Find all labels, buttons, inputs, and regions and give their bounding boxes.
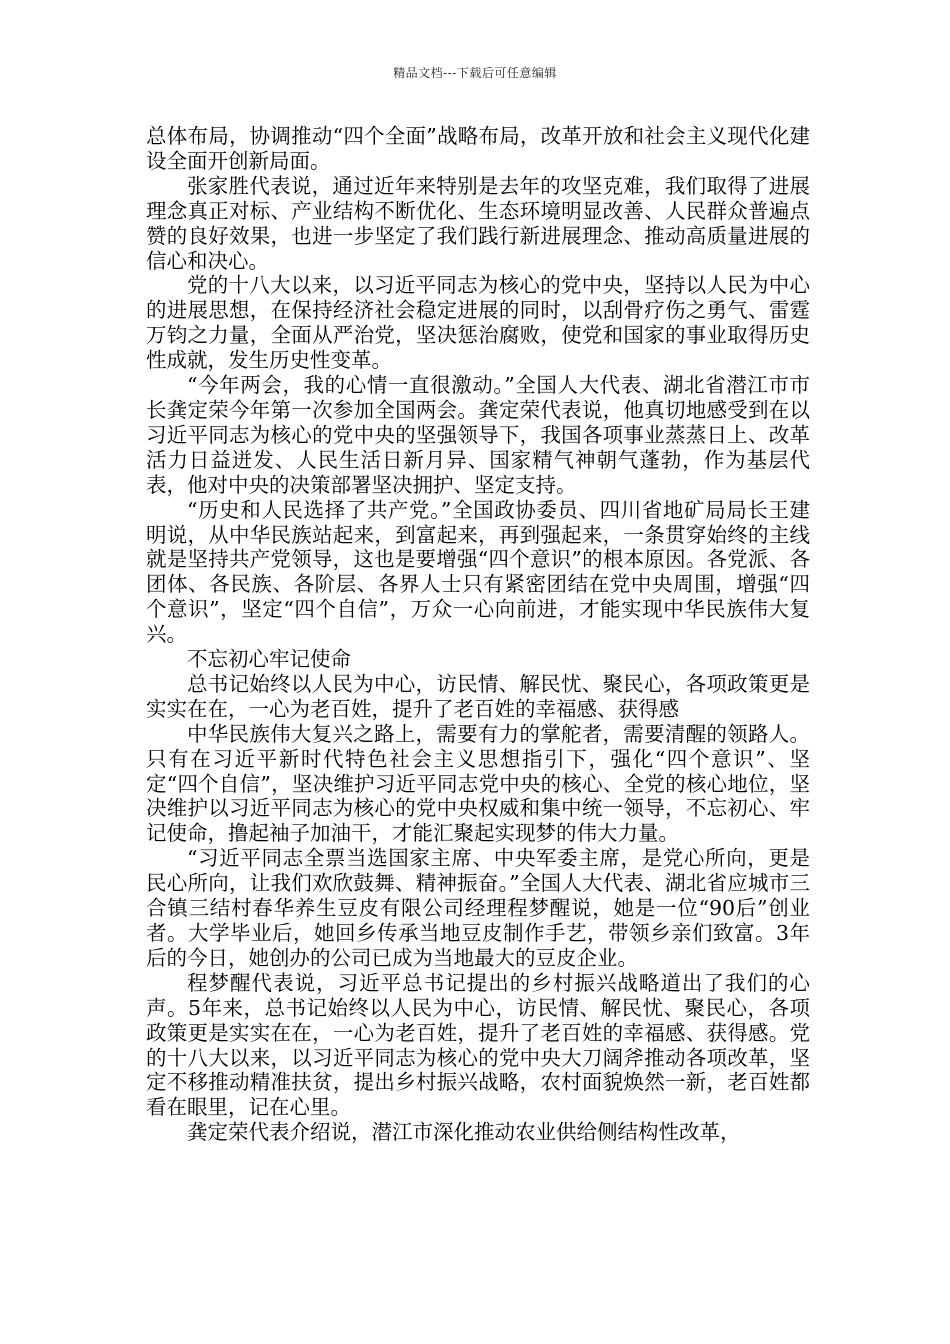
- paragraph: 龚定荣代表介绍说，潜江市深化推动农业供给侧结构性改革，: [187, 1120, 741, 1145]
- paragraph: 张家胜代表说，通过近年来特别是去年的攻坚克难，我们取得了进展理念真正对标、产业结构不断优化、生态环境明显改善、人民群众普遍点赞的良好效果，也进一步坚定了我们践行新进展理念、推动高质量进展的信心和决心。: [146, 173, 810, 273]
- paragraph: “今年两会，我的心情一直很激动。”全国人大代表、湖北省潜江市市长龚定荣今年第一次参加全国两会。龚定荣代表说，他真切地感受到在以习近平同志为核心的党中央的坚强领导下，我国各项事业蒸蒸日上、改革活力日益迸发、人民生活日新月异、国家精气神朝气蓬勃，作为基层代表，他对中央的决策部署坚决拥护、坚定支持。: [146, 373, 810, 497]
- paragraph: 党的十八大以来，以习近平同志为核心的党中央，坚持以人民为中心的进展思想，在保持经济社会稳定进展的同时，以刮骨疗伤之勇气、雷霆万钧之力量，全面从严治党，坚决惩治腐败，使党和国家的事业取得历史性成就，发生历史性变革。: [146, 273, 810, 373]
- document-body: [146, 124, 810, 1145]
- paragraph: 总书记始终以人民为中心，访民情、解民忧、聚民心，各项政策更是实实在在，一心为老百姓，提升了老百姓的幸福感、获得感: [146, 671, 810, 721]
- paragraph: 总体布局，协调推动“四个全面”战略布局，改革开放和社会主义现代化建设全面开创新局面。: [146, 124, 810, 173]
- page-header: 精品文档---下载后可任意编辑: [393, 66, 557, 80]
- paragraph: “历史和人民选择了共产党。”全国政协委员、四川省地矿局局长王建明说，从中华民族站起来，到富起来，再到强起来，一条贯穿始终的主线就是坚持共产党领导，这也是要增强“四个意识”的根本原因。各党派、各团体、各民族、各阶层、各界人士只有紧密团结在党中央周围，增强“四个意识”，坚定“四个自信”，万众一心向前进，才能实现中华民族伟大复兴。: [146, 497, 810, 647]
- paragraph: 程梦醒代表说，习近平总书记提出的乡村振兴战略道出了我们的心声。5年来，总书记始终以人民为中心，访民情、解民忧、聚民心，各项政策更是实实在在，一心为老百姓，提升了老百姓的幸福感、获得感。党的十八大以来，以习近平同志为核心的党中央大刀阔斧推动各项改革，坚定不移推动精准扶贫，提出乡村振兴战略，农村面貌焕然一新，老百姓都看在眼里，记在心里。: [146, 970, 810, 1120]
- section-heading: 不忘初心牢记使命: [187, 647, 351, 672]
- paragraph: 中华民族伟大复兴之路上，需要有力的掌舵者，需要清醒的领路人。只有在习近平新时代特色社会主义思想指引下，强化“四个意识”、坚定“四个自信”，坚决维护习近平同志党中央的核心、全党的核心地位，坚决维护以习近平同志为核心的党中央权威和集中统一领导，不忘初心、牢记使命，撸起袖子加油干，才能汇聚起实现梦的伟大力量。: [146, 721, 810, 846]
- paragraph: “习近平同志全票当选国家主席、中央军委主席，是党心所向，更是民心所向，让我们欢欣鼓舞、精神振奋。”全国人大代表、湖北省应城市三合镇三结村春华养生豆皮有限公司经理程梦醒说，她是一位“90后”创业者。大学毕业后，她回乡传承当地豆皮制作手艺，带领乡亲们致富。3年后的今日，她创办的公司已成为当地最大的豆皮企业。: [146, 846, 810, 970]
